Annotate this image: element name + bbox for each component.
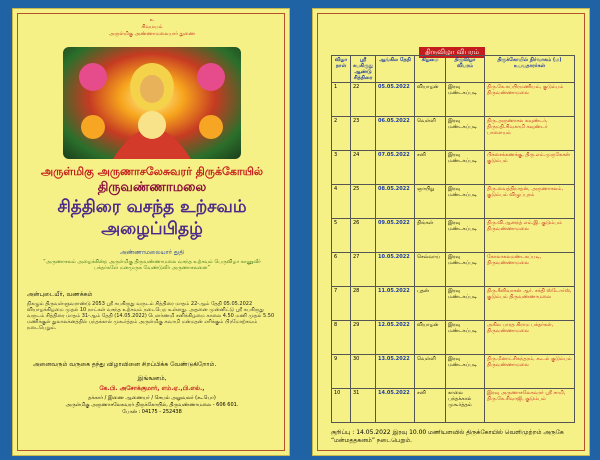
table-row <box>332 83 575 117</box>
cell-day: 7 <box>332 287 351 321</box>
table-row <box>332 219 575 253</box>
table-row <box>332 117 575 151</box>
cell-weekday: சனி <box>415 389 446 423</box>
cell-weekday: சனி <box>415 151 446 185</box>
sivamayam-text: சிவமயம் <box>141 24 163 30</box>
invitation-left-page <box>12 8 290 456</box>
cell-event: இரவு மண்டகப்படி <box>446 287 485 321</box>
cell-event: இரவு மண்டகப்படி <box>446 321 485 355</box>
cell-event: இரவு மண்டகப்படி <box>446 151 485 185</box>
signatory-name: கே.பி. அசோக்குமார், எம்.ஏ.,பி.எல்., <box>99 385 205 392</box>
request-text: அனைவரும் வருகை தந்து விழாவினை சிறப்பிக்க வேண்டுகிறோம். <box>33 361 217 368</box>
table-row <box>332 287 575 321</box>
cell-date: 06.05.2022 <box>376 117 415 151</box>
col-day: விழா நாள் <box>332 56 351 83</box>
cell-date: 08.05.2022 <box>376 185 415 219</box>
col-sponsors: திருக்கோயில் நிர்வாகம் (ம) உபயதாரர்கள் <box>485 56 575 83</box>
cell-sponsor: அகில பாரத கிராம பக்தர்கள், திருவண்ணாமலை <box>485 321 575 355</box>
place-name: திருவண்ணாமலை <box>97 180 207 195</box>
cell-event: காலை பந்தக்கால் முகூர்த்தம் <box>446 389 485 423</box>
sign-intro: இங்ஙனம், <box>137 375 167 382</box>
col-tamil-date: ஸ்ரீ சுபகிருது ஆண்டு சித்திரை <box>351 56 376 83</box>
cell-date: 11.05.2022 <box>376 287 415 321</box>
cell-tamil-date: 31 <box>351 389 376 423</box>
cell-day: 3 <box>332 151 351 185</box>
phone-number: போன் : 04175 - 252438 <box>122 409 182 415</box>
cell-day: 6 <box>332 253 351 287</box>
cell-day: 9 <box>332 355 351 389</box>
schedule-body <box>332 83 575 423</box>
cell-tamil-date: 30 <box>351 355 376 389</box>
cell-date: 10.05.2022 <box>376 253 415 287</box>
verse-text: “அருணாசலம் அழைக்கின்ற அருள்மிகு திருவண்ணாமலை வசந்த உற்சவம் பெருவிழா காணுவீர் பக்தர்களே மனமுருக வேண்டுவீர் அருணாசலனை” <box>43 259 261 271</box>
cell-day: 10 <box>332 389 351 423</box>
cell-date: 12.05.2022 <box>376 321 415 355</box>
col-weekday: கிழமை <box>415 56 446 83</box>
cell-event: இரவு மண்டகப்படி <box>446 83 485 117</box>
cell-weekday: வியாழன் <box>415 321 446 355</box>
cell-weekday: வெள்ளி <box>415 117 446 151</box>
schedule-table <box>331 55 575 423</box>
cell-day: 5 <box>332 219 351 253</box>
table-row <box>332 253 575 287</box>
top-symbol: உ <box>149 17 155 23</box>
deity-illustration <box>63 47 241 159</box>
cell-weekday: திங்கள் <box>415 219 446 253</box>
cell-tamil-date: 24 <box>351 151 376 185</box>
cell-day: 2 <box>332 117 351 151</box>
cell-tamil-date: 23 <box>351 117 376 151</box>
footnote: குறிப்பு : 14.05.2022 இரவு 10.00 மணியளவில் திருக்கோயில் வெளிமுற்றம் அருகே “மன்மததகனம்” நடைபெறும். <box>331 429 564 444</box>
cell-sponsor: திரு.வைத்திநாதன், அருணாசலம், குடும்பம் விழுப்புரம் <box>485 185 575 219</box>
cell-sponsor: கோலாகலமண்டகப்படி, திருவண்ணாமலை <box>485 253 575 287</box>
table-row <box>332 355 575 389</box>
table-row <box>332 389 575 423</box>
cell-event: இரவு மண்டகப்படி <box>446 253 485 287</box>
cell-date: 13.05.2022 <box>376 355 415 389</box>
cell-sponsor: திரு.சீனிவாசன் ஆர். சக்தி ஸ்டோர்ஸ், குடும்பம் திருவண்ணாமலை <box>485 287 575 321</box>
cell-day: 1 <box>332 83 351 117</box>
cell-sponsor: திரு.வி.ஆனந்த் எம்.இ. குடும்பம் திருவண்ணாமலை <box>485 219 575 253</box>
cell-date: 09.05.2022 <box>376 219 415 253</box>
cell-sponsor: பிச்சைக்கணக்கு, திரு.எம்.முருகேசன் குடும்பம் <box>485 151 575 185</box>
cell-sponsor: திரு.அருணாசல கவுண்டர், திருமதி.சிவகாமி கவுண்டர் பாளையம் <box>485 117 575 151</box>
cell-weekday: வெள்ளி <box>415 355 446 389</box>
greeting: அன்புடையீர், வணக்கம் <box>27 291 93 298</box>
cell-tamil-date: 25 <box>351 185 376 219</box>
invitation-title: அழைப்பிதழ் <box>101 219 203 239</box>
deity-photo <box>63 47 241 159</box>
schedule-banner: திருவிழா விபரம் <box>419 47 485 58</box>
festival-name: சித்திரை வசந்த உற்சவம் <box>57 197 247 217</box>
cell-weekday: புதன் <box>415 287 446 321</box>
cell-day: 4 <box>332 185 351 219</box>
blessing-line: அருள்மிகு அண்ணாமலையார் துணை <box>109 31 195 37</box>
col-date: ஆங்கில தேதி <box>376 56 415 83</box>
cell-event: இரவு மண்டகப்படி <box>446 355 485 389</box>
cell-weekday: ஞாயிறு <box>415 185 446 219</box>
cell-tamil-date: 28 <box>351 287 376 321</box>
verse-heading: அண்ணாமலையார் துதி <box>120 249 184 256</box>
table-header-row <box>332 56 575 83</box>
cell-date: 14.05.2022 <box>376 389 415 423</box>
cell-sponsor: இரவு அருணாசலேசுவரர் ஸ்ரீ சாமி, திரு.கே.சிவாஜி, குடும்பம் <box>485 389 575 423</box>
invitation-body: நிகழும் திருவள்ளுவராண்டு 2053 ஸ்ரீ சுபகிருது வருடம் சித்திரை மாதம் 22-ஆம் தேதி 05.05.2022 வியாழக்கிழமை முதல் 10 நாட்கள் வசந்த உற்சவம் நடைபெற உள்ளது. அதனை முன்னிட்டு ஸ்ரீ சுபகிருது வருடம் சித்திரை மாதம் 31-ஆம் தேதி (14.05.2022) பௌர்ணமி சனிக்கிழமை காலை 4.50 மணி முதல் 5.50 மணிக்குள் துலாலக்னத்தில் பந்தக்கால் முகூர்த்தம் அருள்மிகு சுவாமி மன்மதன் எரிக்கும் பிரமோற்சவம் நடைபெறும். <box>27 301 275 331</box>
cell-date: 05.05.2022 <box>376 83 415 117</box>
cell-tamil-date: 27 <box>351 253 376 287</box>
table-row <box>332 151 575 185</box>
cell-sponsor: திரு.மீனாட்சிசுந்தரம், கூடல் குடும்பம் திருவண்ணாமலை <box>485 355 575 389</box>
cell-sponsor: திரு.கே.சுப்பிரமணியம், குடும்பம் திருவண்ணாமலை <box>485 83 575 117</box>
cell-event: இரவு மண்டகப்படி <box>446 185 485 219</box>
cell-event: இரவு மண்டகப்படி <box>446 219 485 253</box>
temple-address: அருள்மிகு அருணாசலேசுவரர் திருக்கோயில், திருவண்ணாமலை - 606 601. <box>65 402 239 408</box>
cell-date: 07.05.2022 <box>376 151 415 185</box>
table-row <box>332 185 575 219</box>
signatory-role: தக்கார் / இணை ஆணையர் / செயல் அலுவலர் (கூ.பொ) <box>88 395 216 401</box>
invitation-right-page <box>312 8 590 456</box>
cell-weekday: வியாழன் <box>415 83 446 117</box>
cell-event: இரவு மண்டகப்படி <box>446 117 485 151</box>
cell-day: 8 <box>332 321 351 355</box>
cell-weekday: செவ்வாய் <box>415 253 446 287</box>
col-event: திருவிழா விபரம் <box>446 56 485 83</box>
temple-name: அருள்மிகு அருணாசலேசுவரர் திருக்கோயில் <box>40 165 264 178</box>
cell-tamil-date: 29 <box>351 321 376 355</box>
cell-tamil-date: 22 <box>351 83 376 117</box>
cell-tamil-date: 26 <box>351 219 376 253</box>
table-row <box>332 321 575 355</box>
